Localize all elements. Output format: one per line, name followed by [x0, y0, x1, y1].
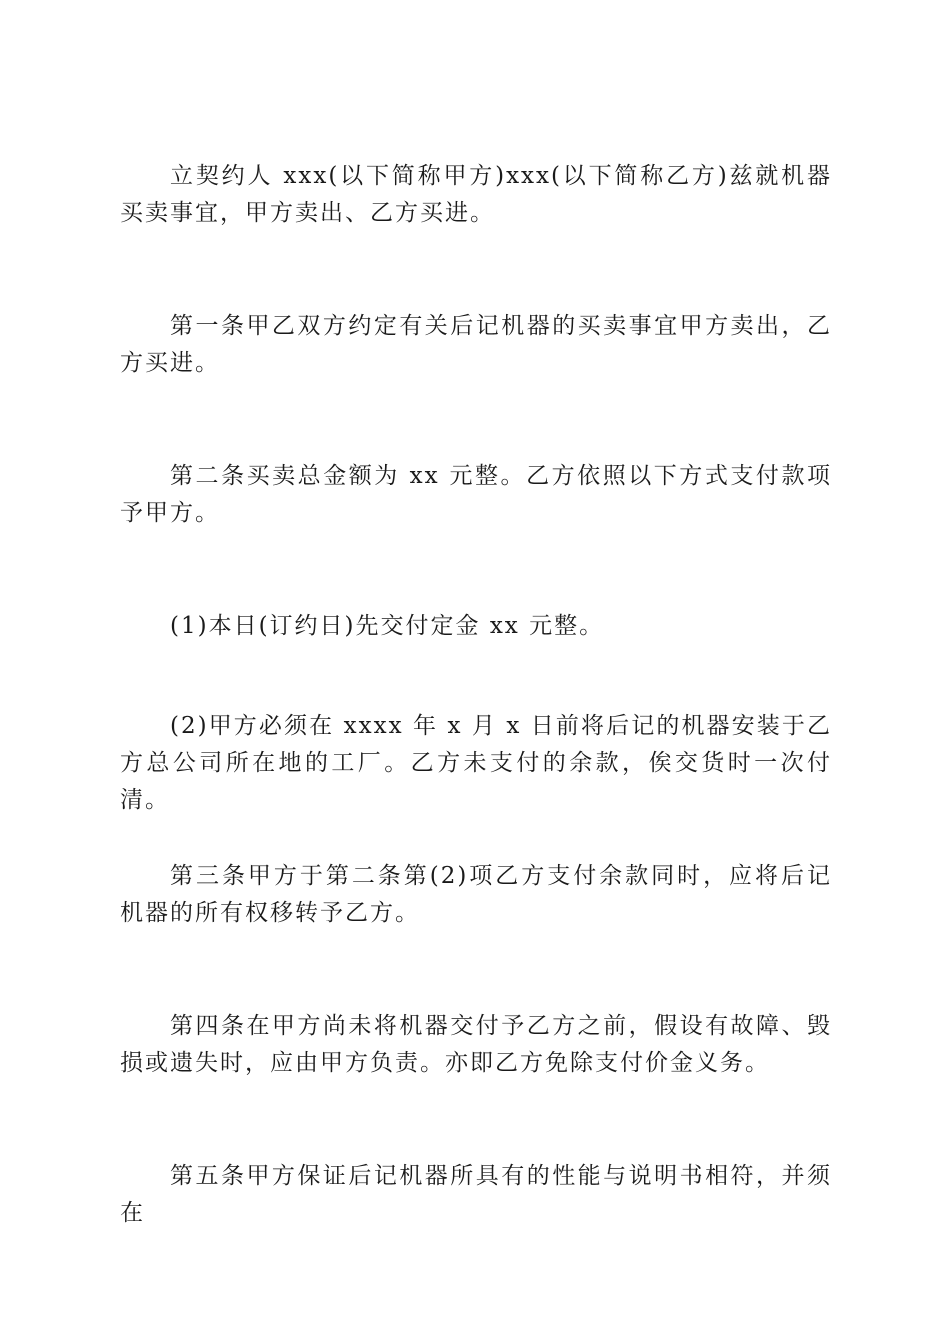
paragraph-article-4: 第四条在甲方尚未将机器交付予乙方之前，假设有故障、毁损或遗失时，应由甲方负责。亦即乙方免除支付价金义务。	[120, 1013, 832, 1076]
paragraph-item-2: (2)甲方必须在 xxxx 年 x 月 x 日前将后记的机器安装于乙方总公司所在地的工厂。乙方未支付的余款，俟交货时一次付清。	[120, 713, 832, 813]
paragraph-article-1: 第一条甲乙双方约定有关后记机器的买卖事宜甲方卖出，乙方买进。	[120, 313, 832, 376]
paragraph-article-2: 第二条买卖总金额为 xx 元整。乙方依照以下方式支付款项予甲方。	[120, 463, 832, 526]
paragraph-article-3: 第三条甲方于第二条第(2)项乙方支付余款同时，应将后记机器的所有权移转予乙方。	[120, 863, 832, 926]
paragraph-item-1: (1)本日(订约日)先交付定金 xx 元整。	[170, 613, 605, 639]
paragraph-preamble: 立契约人 xxx(以下简称甲方)xxx(以下简称乙方)兹就机器买卖事宜，甲方卖出、乙方买进。	[120, 163, 832, 226]
paragraph-article-5: 第五条甲方保证后记机器所具有的性能与说明书相符，并须在	[120, 1163, 832, 1226]
